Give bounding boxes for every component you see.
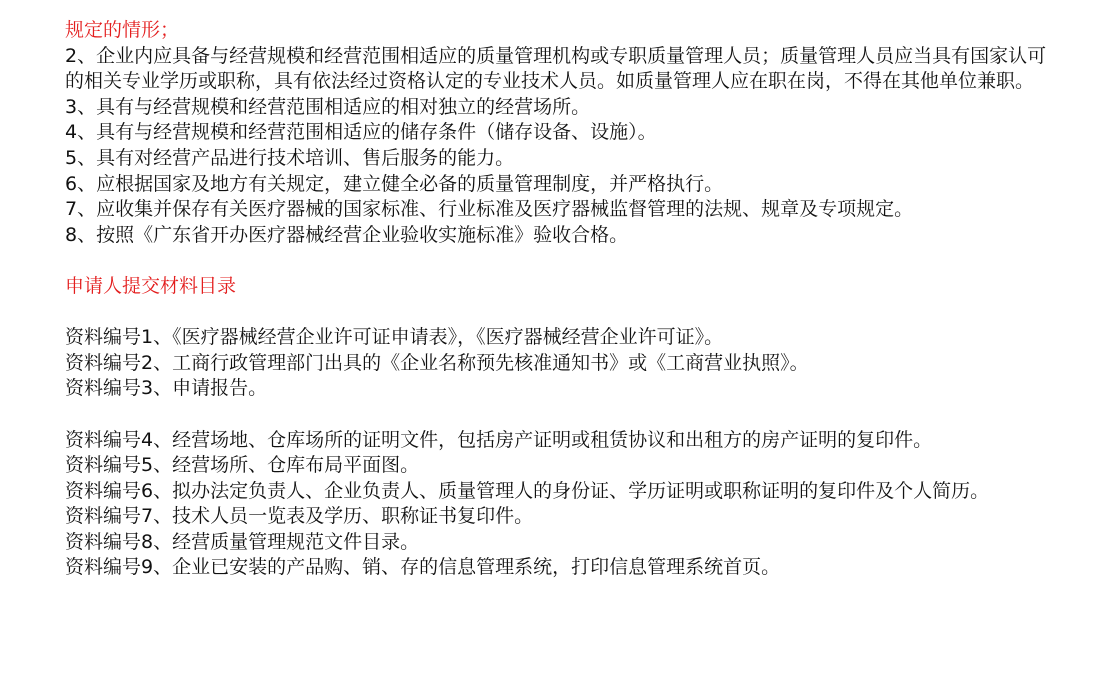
requirement-item-4: 4、具有与经营规模和经营范围相适应的储存条件（储存设备、设施）。: [65, 121, 657, 144]
blank-line: [65, 248, 1075, 274]
material-item-7: 资料编号7、技术人员一览表及学历、职称证书复印件。: [65, 505, 534, 528]
material-item-1: 资料编号1、《医疗器械经营企业许可证申请表》，《医疗器械经营企业许可证》。: [65, 326, 724, 349]
blank-line: [65, 402, 1075, 428]
material-item-4: 资料编号4、经营场地、仓库场所的证明文件，包括房产证明或租赁协议和出租方的房产证明的复印件。: [65, 428, 933, 451]
requirement-item-5: 5、具有对经营产品进行技术培训、售后服务的能力。: [65, 146, 515, 169]
material-item-8: 资料编号8、经营质量管理规范文件目录。: [65, 530, 420, 553]
requirement-item-8: 8、按照《广东省开办医疗器械经营企业验收实施标准》验收合格。: [65, 223, 629, 246]
requirement-item-2: 2、企业内应具备与经营规模和经营范围相适应的质量管理机构或专职质量管理人员；质量管理人员应当具有国家认可 的相关专业学历或职称，具有依法经过资格认定的专业技术人员。如质量管理人应在职在岗，不得在其他单位兼职。: [65, 44, 1066, 93]
material-item-2: 资料编号2、工商行政管理部门出具的《企业名称预先核准通知书》或《工商营业执照》。: [65, 351, 809, 374]
material-item-5: 资料编号5、经营场所、仓库布局平面图。: [65, 454, 420, 477]
material-item-6: 资料编号6、拟办法定负责人、企业负责人、质量管理人的身份证、学历证明或职称证明的复印件及个人简历。: [65, 479, 990, 502]
section2-heading: 申请人提交材料目录: [65, 274, 237, 297]
material-item-3: 资料编号3、申请报告。: [65, 377, 268, 400]
requirement-item-6: 6、应根据国家及地方有关规定，建立健全必备的质量管理制度，并严格执行。: [65, 172, 724, 195]
requirement-item-3: 3、具有与经营规模和经营范围相适应的相对独立的经营场所。: [65, 95, 591, 118]
material-item-9: 资料编号9、企业已安装的产品购、销、存的信息管理系统，打印信息管理系统首页。: [65, 556, 781, 579]
blank-line: [65, 300, 1075, 326]
requirement-item-7: 7、应收集并保存有关医疗器械的国家标准、行业标准及医疗器械监督管理的法规、规章及专项规定。: [65, 198, 914, 221]
section1-heading-tail: 规定的情形；: [65, 19, 180, 41]
document-body: [65, 18, 1075, 581]
